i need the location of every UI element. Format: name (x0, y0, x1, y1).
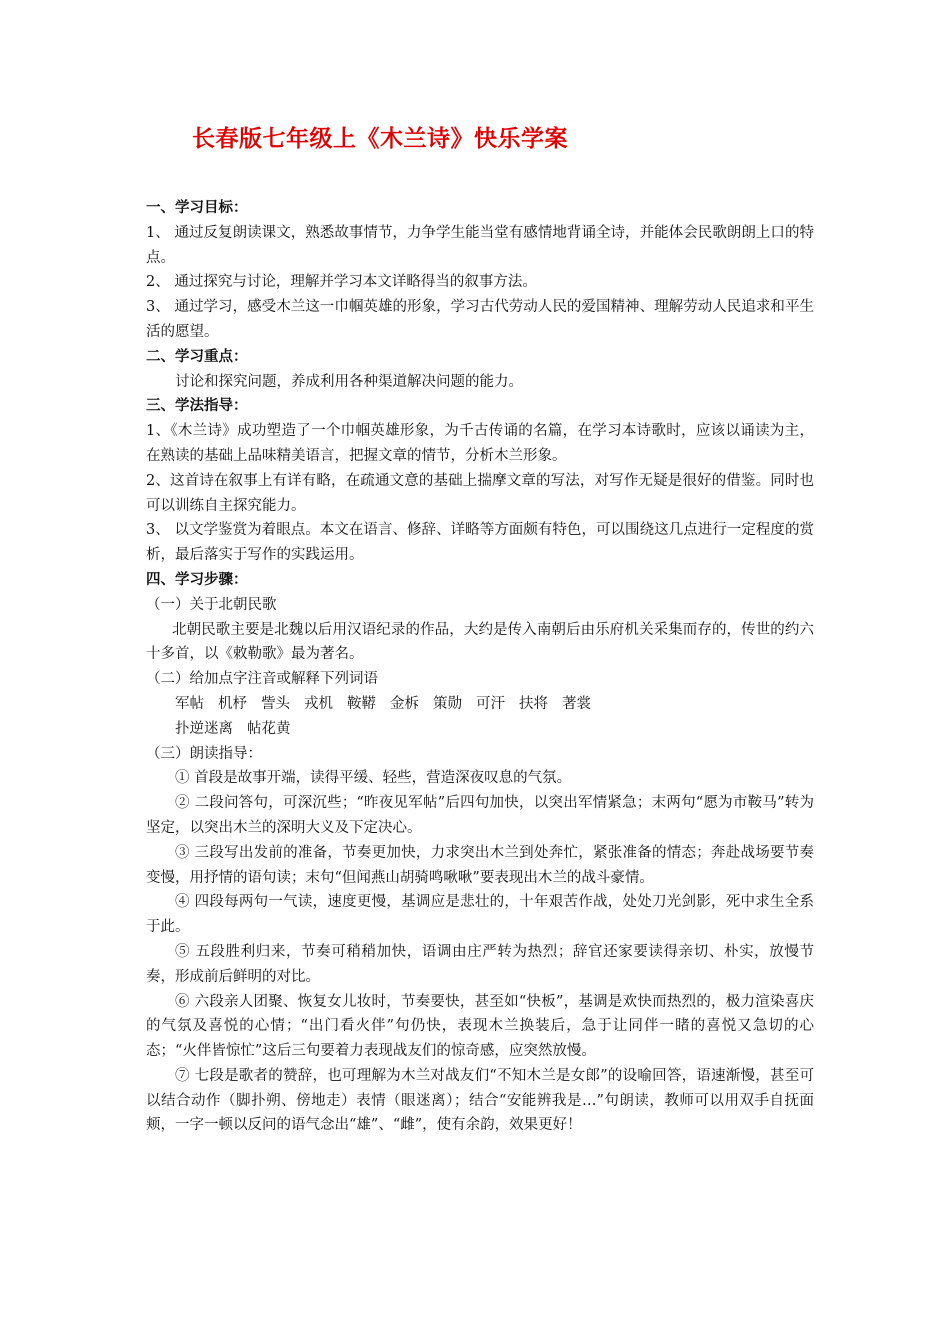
vocabulary-word: 策勋 (433, 695, 462, 712)
reading-guide-item: ⑥ 六段亲人团聚、恢复女儿妆时，节奏要快，甚至如“快板”，基调是欢快而热烈的，极力渲染喜庆的气氛及喜悦的心情；“出门看火伴”句仍快，表现木兰换装后，急于让同伴一睹的喜悦又急切的心态；“火伴皆惊忙”这后三句要着力表现战友们的惊奇感，应突然放慢。 (146, 993, 814, 1060)
objective-item: 3、 通过学习，感受木兰这一巾帼英雄的形象，学习古代劳动人民的爱国精神、理解劳动人民追求和平生活的愿望。 (146, 299, 814, 340)
subsection-heading-reading-guide: （三）朗读指导： (146, 745, 262, 762)
section-heading-steps: 四、学习步骤： (146, 570, 248, 588)
method-item: 1、《木兰诗》成功塑造了一个巾帼英雄形象，为千古传诵的名篇，在学习本诗歌时，应该以诵读为主，在熟读的基础上品味精美语言，把握文章的情节，分析木兰形象。 (146, 423, 814, 464)
section-heading-key-point: 二、学习重点： (146, 347, 248, 365)
reading-guide-item: ② 二段问答句，可深沉些；“昨夜见军帖”后四句加快，以突出军情紧急；末两句“愿为市鞍马”转为坚定，以突出木兰的深明大义及下定决心。 (146, 795, 814, 836)
objective-item: 1、 通过反复朗读课文，熟悉故事情节，力争学生能当堂有感情地背诵全诗，并能体会民歌朗朗上口的特点。 (146, 224, 814, 266)
vocabulary-word: 军帖 (175, 695, 204, 712)
vocabulary-word: 机杼 (218, 695, 247, 712)
reading-guide-item: ④ 四段每两句一气读，速度更慢，基调应是悲壮的，十年艰苦作战，处处刀光剑影，死中求生全系于此。 (146, 894, 814, 936)
key-point-text: 讨论和探究问题，养成利用各种渠道解决问题的能力。 (175, 373, 523, 390)
method-item: 2、这首诗在叙事上有详有略，在疏通文意的基础上揣摩文章的写法，对写作无疑是很好的借鉴。同时也可以训练自主探究能力。 (146, 472, 814, 514)
vocabulary-word: 訾头 (261, 695, 290, 712)
subsection-heading-vocabulary: （二）给加点字注音或解释下列词语 (146, 671, 378, 688)
vocabulary-word: 著裳 (562, 695, 591, 712)
reading-guide-item: ⑤ 五段胜利归来，节奏可稍稍加快，语调由庄严转为热烈；辞官还家要读得亲切、朴实，放慢节奏，形成前后鲜明的对比。 (146, 943, 814, 985)
subsection-heading-northern-folk-songs: （一）关于北朝民歌 (146, 596, 277, 613)
document-body (146, 196, 814, 1138)
vocabulary-word: 扑逆迷离 (175, 720, 233, 737)
northern-folk-songs-text: 北朝民歌主要是北魏以后用汉语纪录的作品，大约是传入南朝后由乐府机关采集而存的，传世的约六十多首，以《敕勒歌》最为著名。 (146, 621, 814, 663)
vocabulary-line-1 (146, 692, 814, 717)
vocabulary-word: 戎机 (304, 695, 333, 712)
vocabulary-word: 可汗 (476, 695, 505, 712)
method-item: 3、 以文学鉴赏为着眼点。本文在语言、修辞、详略等方面颇有特色，可以围绕这几点进行一定程度的赏析，最后落实于写作的实践运用。 (146, 522, 814, 564)
vocabulary-word: 帖花黄 (247, 720, 291, 737)
section-heading-method: 三、学法指导： (146, 397, 248, 415)
objective-item: 2、 通过探究与讨论，理解并学习本文详略得当的叙事方法。 (146, 274, 537, 291)
reading-guide-item: ③ 三段写出发前的准备，节奏更加快，力求突出木兰到处奔忙，紧张准备的情态；奔赴战场要节奏变慢，用抒情的语句读；末句“但闻燕山胡骑鸣啾啾”要表现出木兰的战斗豪情。 (146, 844, 814, 886)
reading-guide-item: ① 首段是故事开端，读得平缓、轻些，营造深夜叹息的气氛。 (175, 770, 572, 787)
vocabulary-word: 鞍鞯 (347, 695, 376, 712)
vocabulary-word: 扶将 (519, 695, 548, 712)
section-heading-objectives: 一、学习目标： (146, 199, 248, 216)
vocabulary-word: 金柝 (390, 695, 419, 712)
reading-guide-item: ⑦ 七段是歌者的赞辞，也可理解为木兰对战友们“不知木兰是女郎”的设喻回答，语速渐慢，甚至可以结合动作（脚扑朔、傍地走）表情（眼迷离）；结合“安能辨我是…”句朗读，教师可以用双手自抚面颊，一字一顿以反问的语气念出“雄”、“雌”，使有余韵，效果更好！ (146, 1067, 814, 1134)
vocabulary-line-2 (146, 717, 814, 742)
document-title: 长春版七年级上《木兰诗》快乐学案 (192, 125, 568, 152)
